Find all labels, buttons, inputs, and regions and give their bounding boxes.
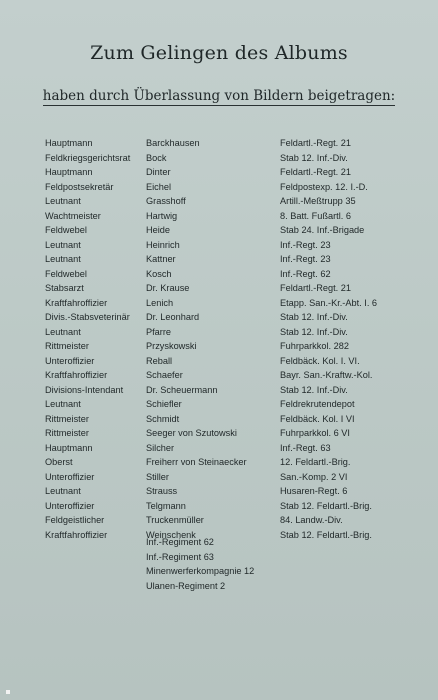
contributor-row [45, 339, 425, 354]
contributor-unit: Stab 12. Inf.-Div. [280, 384, 348, 395]
contributor-rank: Leutnant [45, 399, 81, 409]
contributor-unit: Feldpostexp. 12. I.-D. [280, 181, 368, 192]
contributor-rank: Hauptmann [45, 167, 93, 177]
contributor-name: Telgmann [146, 500, 186, 511]
contributor-unit: Feldbäck. Kol. I VI [280, 413, 355, 424]
contributor-rank: Stabsarzt [45, 283, 84, 293]
contributor-rank: Leutnant [45, 326, 81, 337]
contributor-name: Heinrich [146, 239, 180, 250]
contributor-unit: Stab 12. Feldartl.-Brig. [280, 529, 372, 540]
contributor-name: Schaefer [146, 370, 183, 380]
contributor-name: Kosch [146, 268, 172, 279]
contributor-unit: Inf.-Regt. 63 [280, 442, 331, 453]
contributor-name: Seeger von Szutowski [146, 428, 237, 438]
contributor-name: Reball [146, 355, 173, 366]
contributor-name: Bock [146, 152, 167, 163]
contributor-row [45, 455, 425, 470]
contributor-rank: Feldpostsekretär [45, 181, 114, 192]
unit-only-item: Inf.-Regiment 62 [146, 537, 214, 547]
contributor-name: Kattner [146, 254, 176, 264]
contributor-row [45, 209, 425, 224]
contributor-unit: Etapp. San.-Kr.-Abt. I. 6 [280, 297, 378, 308]
contributor-row [45, 310, 425, 325]
contributor-rank: Rittmeister [45, 413, 89, 424]
page-subtitle-text: haben durch Überlassung von Bildern beigetragen: [42, 88, 396, 104]
contributor-name: Lenich [146, 297, 174, 308]
contributor-name: Schiefler [146, 399, 182, 409]
contributor-name: Dr. Leonhard [146, 312, 200, 322]
contributor-unit: Feldbäck. Kol. I. VI. [280, 355, 360, 366]
contributor-row [45, 151, 425, 166]
contributor-rank: Leutnant [45, 239, 81, 250]
contributor-row [45, 499, 425, 514]
contributor-unit: Feldartl.-Regt. 21 [280, 138, 351, 148]
contributor-unit: Stab 12. Inf.-Div. [280, 152, 348, 163]
page-title: Zum Gelingen des Albums [90, 42, 348, 64]
contributor-rank: Feldwebel [45, 225, 87, 235]
contributor-name: Dinter [146, 167, 171, 177]
contributor-name: Truckenmüller [146, 515, 204, 525]
contributor-row [45, 368, 425, 383]
contributor-row [45, 194, 425, 209]
contributor-rank: Unteroffizier [45, 500, 95, 511]
contributor-unit: Artill.-Meßtrupp 35 [280, 196, 356, 206]
contributor-rank: Rittmeister [45, 428, 89, 438]
contributor-unit: 84. Landw.-Div. [280, 515, 343, 525]
contributor-unit: Stab 12. Feldartl.-Brig. [280, 500, 372, 511]
contributor-row [45, 281, 425, 296]
contributor-row [45, 296, 425, 311]
contributor-rank: Feldkriegsgerichtsrat [45, 152, 131, 163]
contributor-name: Silcher [146, 442, 175, 453]
contributor-row [45, 354, 425, 369]
unit-only-item: Ulanen-Regiment 2 [146, 580, 226, 591]
contributor-row [45, 136, 425, 151]
contributor-rank: Divisions-Intendant [45, 384, 124, 395]
contributor-name: Schmidt [146, 413, 180, 424]
contributor-name: Grasshoff [146, 196, 186, 206]
contributor-row [45, 513, 425, 528]
contributor-name: Stiller [146, 471, 169, 482]
contributor-row [45, 325, 425, 340]
contributor-rank: Hauptmann [45, 138, 93, 148]
contributor-unit: Bayr. San.-Kraftw.-Kol. [280, 370, 373, 380]
contributor-rank: Divis.-Stabsveterinär [45, 312, 130, 322]
contributor-rank: Unteroffizier [45, 471, 95, 482]
contributor-name: Pfarre [146, 326, 172, 337]
contributor-row [45, 383, 425, 398]
contributor-unit: Feldartl.-Regt. 21 [280, 167, 351, 177]
contributor-rank: Unteroffizier [45, 355, 95, 366]
contributor-row [45, 426, 425, 441]
contributor-unit: Stab 12. Inf.-Div. [280, 312, 348, 322]
unit-only-item: Inf.-Regiment 63 [146, 551, 214, 562]
contributor-unit: Inf.-Regt. 23 [280, 239, 331, 250]
contributor-name: Dr. Krause [146, 283, 190, 293]
contributor-name: Eichel [146, 181, 172, 192]
contributor-unit: San.-Komp. 2 VI [280, 471, 348, 482]
contributor-rank: Leutnant [45, 254, 81, 264]
contributor-rank: Kraftfahroffizier [45, 297, 108, 308]
contributor-unit: Feldrekrutendepot [280, 399, 355, 409]
contributor-unit: Husaren-Regt. 6 [280, 486, 348, 496]
contributor-name: Dr. Scheuermann [146, 384, 218, 395]
contributor-rank: Oberst [45, 457, 73, 467]
contributor-rank: Wachtmeister [45, 210, 101, 221]
unit-only-list [146, 535, 254, 593]
contributor-row [45, 238, 425, 253]
page-corner-mark [6, 690, 10, 694]
contributor-row [45, 470, 425, 485]
unit-only-item: Minenwerferkompagnie 12 [146, 566, 255, 576]
contributor-rank: Leutnant [45, 196, 81, 206]
contributor-rank: Feldwebel [45, 268, 87, 279]
contributor-name: Barckhausen [146, 138, 200, 148]
contributor-rank: Rittmeister [45, 341, 89, 351]
contributor-row [45, 252, 425, 267]
contributor-rank: Kraftfahroffizier [45, 370, 108, 380]
contributor-list [45, 136, 425, 542]
contributor-rank: Feldgeistlicher [45, 515, 105, 525]
contributor-unit: Inf.-Regt. 62 [280, 268, 331, 279]
contributor-row [45, 165, 425, 180]
contributor-name: Strauss [146, 486, 178, 496]
contributor-rank: Kraftfahroffizier [45, 529, 108, 540]
contributor-name: Heide [146, 225, 171, 235]
contributor-unit: Inf.-Regt. 23 [280, 254, 331, 264]
contributor-unit: Stab 12. Inf.-Div. [280, 326, 348, 337]
contributor-unit: 12. Feldartl.-Brig. [280, 457, 351, 467]
contributor-unit: Fuhrparkkol. 6 VI [280, 428, 350, 438]
contributor-name: Freiherr von Steinaecker [146, 457, 247, 467]
contributor-row [45, 223, 425, 238]
contributor-unit: Fuhrparkkol. 282 [280, 341, 349, 351]
contributor-row [45, 397, 425, 412]
contributor-rank: Hauptmann [45, 442, 93, 453]
contributor-row [45, 441, 425, 456]
contributor-rank: Leutnant [45, 486, 81, 496]
contributor-row [45, 267, 425, 282]
contributor-name: Weinschenk [146, 529, 196, 540]
contributor-row [45, 180, 425, 195]
page-subtitle [0, 88, 438, 104]
contributor-unit: Feldartl.-Regt. 21 [280, 283, 351, 293]
contributor-unit: 8. Batt. Fußartl. 6 [280, 210, 351, 221]
contributor-name: Hartwig [146, 210, 178, 221]
contributor-row [45, 412, 425, 427]
contributor-unit: Stab 24. Inf.-Brigade [280, 225, 365, 235]
contributor-name: Przyskowski [146, 341, 197, 351]
contributor-row [45, 484, 425, 499]
